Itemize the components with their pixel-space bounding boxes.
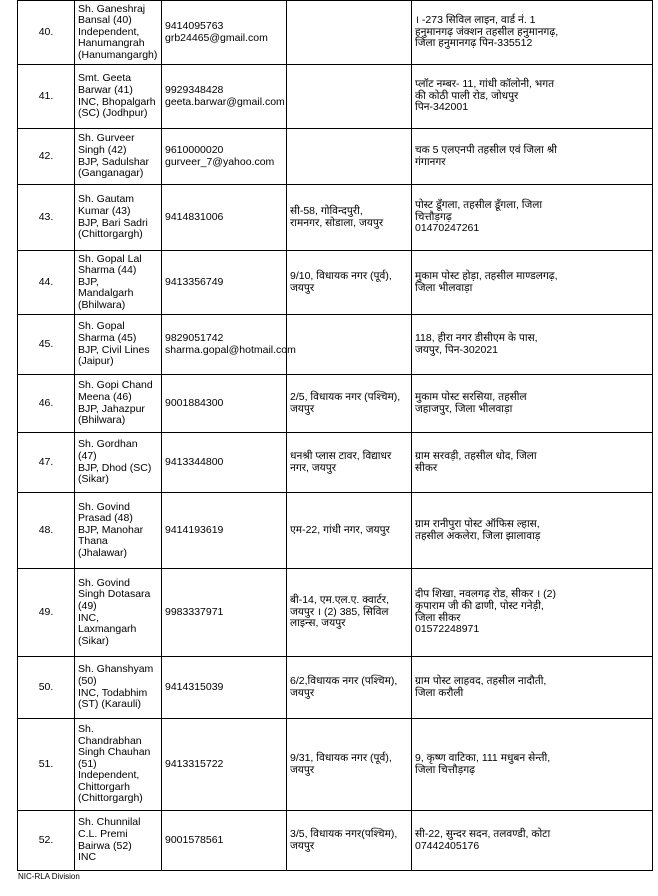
contact-cell xyxy=(162,657,287,719)
jaipur-address-cell xyxy=(287,315,412,375)
member-name-line: Sharma (45) xyxy=(78,331,137,344)
permanent-address-line: की कोठी पाली रोड, जोधपुर xyxy=(415,89,519,102)
member-name-line: Prasad (48) xyxy=(78,512,133,525)
member-name-line: (Chittorgargh) xyxy=(78,228,143,241)
jaipur-address-line: 9/10, विधायक नगर (पूर्व), xyxy=(290,269,392,282)
table-row xyxy=(18,433,653,493)
jaipur-address-line: रामनगर, सोडाला, जयपुर xyxy=(290,216,384,229)
serial-number-cell: 44. xyxy=(18,251,75,315)
member-name-line: Bansal (40) xyxy=(78,14,132,27)
contact-line[interactable]: geeta.barwar@gmail.com xyxy=(165,95,285,108)
member-name-line: (47) xyxy=(78,449,97,462)
permanent-address-line: 01572248971 xyxy=(415,623,480,636)
member-name-cell xyxy=(75,569,162,657)
jaipur-address-cell xyxy=(287,433,412,493)
permanent-address-line: ग्राम रानीपुरा पोस्ट ऑफिस ल्हास, xyxy=(415,517,540,530)
jaipur-address-line: सी-58, गोविन्दपुरी, xyxy=(290,204,363,217)
member-name-line: Singh (42) xyxy=(78,143,127,156)
serial-number-cell: 52. xyxy=(18,811,75,871)
member-name-cell xyxy=(75,433,162,493)
serial-number-cell: 49. xyxy=(18,569,75,657)
jaipur-address-cell xyxy=(287,1,412,65)
contact-line: 9413315722 xyxy=(165,757,224,770)
member-name-line: Thana xyxy=(78,535,108,548)
members-table xyxy=(17,0,653,871)
permanent-address-line: 01470247261 xyxy=(415,222,480,235)
member-name-line: BJP, Bari Sadri xyxy=(78,216,148,229)
member-name-line: (Bhilwara) xyxy=(78,298,126,311)
jaipur-address-cell xyxy=(287,657,412,719)
member-name-line: (SC) (Jodhpur) xyxy=(78,107,148,120)
contact-line: 9001884300 xyxy=(165,396,224,409)
permanent-address-line: 9, कृष्ण वाटिका, 111 मधुबन सेन्ती, xyxy=(415,751,551,764)
permanent-address-line: जिला चित्तौड़गढ़ xyxy=(415,763,476,776)
contact-cell xyxy=(162,185,287,251)
member-name-line: (Sikar) xyxy=(78,473,109,486)
member-name-line: Sh. Govind xyxy=(78,576,130,589)
member-name-cell xyxy=(75,811,162,871)
permanent-address-cell xyxy=(412,129,653,185)
member-name-line: BJP, Jahazpur xyxy=(78,402,145,415)
table-row xyxy=(18,811,653,871)
permanent-address-line: मुकाम पोस्ट होड़ा, तहसील माण्डलगढ़, xyxy=(415,269,558,282)
jaipur-address-line: जयपुर xyxy=(290,839,315,852)
permanent-address-line: गंगानगर xyxy=(415,155,446,168)
serial-number-cell: 41. xyxy=(18,65,75,129)
permanent-address-line: कृपाराम जी की ढाणी, पोस्ट गनेड़ी, xyxy=(415,599,544,612)
jaipur-address-line: जयपुर xyxy=(290,402,315,415)
contact-cell xyxy=(162,811,287,871)
permanent-address-cell xyxy=(412,657,653,719)
member-name-line: (Bhilwara) xyxy=(78,414,126,427)
member-name-line: Sh. Ganeshraj xyxy=(78,2,146,15)
jaipur-address-cell xyxy=(287,129,412,185)
contact-cell xyxy=(162,251,287,315)
permanent-address-line: जयपुर, पिन-302021 xyxy=(415,343,499,356)
member-name-cell xyxy=(75,65,162,129)
serial-number-cell: 43. xyxy=(18,185,75,251)
member-name-line: (50) xyxy=(78,674,97,687)
contact-line: 9413356749 xyxy=(165,275,224,288)
member-name-line: Sh. Gordhan xyxy=(78,438,138,451)
serial-number-cell: 40. xyxy=(18,1,75,65)
contact-line: 9610000020 xyxy=(165,143,224,156)
member-name-line: (Ganganagar) xyxy=(78,167,144,180)
jaipur-address-line: 3/5, विधायक नगर(पश्चिम), xyxy=(290,827,398,840)
contact-cell xyxy=(162,129,287,185)
member-name-line: Sharma (44) xyxy=(78,264,137,277)
table-row xyxy=(18,1,653,65)
table-row xyxy=(18,375,653,433)
permanent-address-line: तहसील अकलेरा, जिला झालावाड़ xyxy=(415,529,541,542)
permanent-address-cell xyxy=(412,251,653,315)
member-name-line: C.L. Premi xyxy=(78,827,128,840)
permanent-address-line: जिला हनुमानगढ़ पिन-335512 xyxy=(415,37,533,50)
permanent-address-cell xyxy=(412,1,653,65)
member-name-line: Sh. Gopal Lal xyxy=(78,252,142,265)
members-table-body xyxy=(18,1,653,871)
permanent-address-line: चित्तौड़गढ़ xyxy=(415,210,452,223)
member-name-line: INC, Bhopalgarh xyxy=(78,95,156,108)
serial-number-cell: 47. xyxy=(18,433,75,493)
member-name-line: Hanumangrah xyxy=(78,37,145,50)
member-name-line: Sh. Chunnilal xyxy=(78,816,141,829)
contact-line: 9413344800 xyxy=(165,455,224,468)
permanent-address-line: सीकर xyxy=(415,461,438,474)
member-name-cell xyxy=(75,129,162,185)
jaipur-address-cell xyxy=(287,719,412,811)
serial-number-cell: 45. xyxy=(18,315,75,375)
permanent-address-line: हनुमानगढ़ जंक्शन तहसील हनुमानगढ़, xyxy=(415,25,559,38)
permanent-address-cell xyxy=(412,811,653,871)
jaipur-address-line: जयपुर xyxy=(290,763,315,776)
serial-number-cell: 50. xyxy=(18,657,75,719)
member-name-line: Barwar (41) xyxy=(78,83,133,96)
permanent-address-line: जिला करौली xyxy=(415,686,464,699)
permanent-address-line: ग्राम पोस्ट लाहवद, तहसील नादौती, xyxy=(415,674,547,687)
member-name-line: Singh Chauhan xyxy=(78,746,151,759)
jaipur-address-line: लाइन्स, जयपुर xyxy=(290,617,346,630)
member-name-line: Sh. Gopal xyxy=(78,320,125,333)
contact-cell xyxy=(162,315,296,375)
permanent-address-cell xyxy=(412,65,653,129)
member-name-line: Bairwa (52) xyxy=(78,839,132,852)
member-name-line: INC, Todabhim xyxy=(78,686,148,699)
table-row xyxy=(18,569,653,657)
member-name-cell xyxy=(75,185,162,251)
contact-line: 9929348428 xyxy=(165,83,224,96)
contact-line: 9414831006 xyxy=(165,210,224,223)
serial-number-cell: 46. xyxy=(18,375,75,433)
member-name-line: Kumar (43) xyxy=(78,204,131,217)
serial-number-cell: 48. xyxy=(18,493,75,569)
permanent-address-cell xyxy=(412,315,653,375)
member-name-cell xyxy=(75,493,162,569)
permanent-address-cell xyxy=(412,433,653,493)
contact-line: 9414193619 xyxy=(165,523,224,536)
footer-text: NIC-RLA Division xyxy=(18,872,80,881)
member-name-line: Independent, xyxy=(78,769,140,782)
permanent-address-cell xyxy=(412,569,653,657)
table-row xyxy=(18,65,653,129)
permanent-address-cell xyxy=(412,493,653,569)
contact-cell xyxy=(162,433,287,493)
jaipur-address-line: जयपुर xyxy=(290,281,315,294)
member-name-line: Smt. Geeta xyxy=(78,72,132,85)
member-name-cell xyxy=(75,719,162,811)
jaipur-address-line: बी-14, एम.एल.ए. क्वार्टर, xyxy=(290,594,389,607)
table-row xyxy=(18,315,653,375)
member-name-line: BJP, Manohar xyxy=(78,523,144,536)
member-name-line: INC xyxy=(78,851,97,864)
jaipur-address-line: नगर, जयपुर xyxy=(290,461,337,474)
member-name-line: (Jhalawar) xyxy=(78,546,128,559)
jaipur-address-cell xyxy=(287,251,412,315)
member-name-line: INC, xyxy=(78,611,99,624)
contact-line[interactable]: gurveer_7@yahoo.com xyxy=(165,155,275,168)
jaipur-address-line: जयपुर xyxy=(290,686,315,699)
member-name-line: Chittorgarh xyxy=(78,780,130,793)
table-row xyxy=(18,493,653,569)
contact-cell xyxy=(162,1,287,65)
member-name-line: (Chittorgargh) xyxy=(78,792,143,805)
permanent-address-line: पोस्ट डूँगला, तहसील डूँगला, जिला xyxy=(415,199,543,212)
jaipur-address-cell xyxy=(287,185,412,251)
table-row xyxy=(18,719,653,811)
member-name-cell xyxy=(75,315,162,375)
member-name-line: Mandalgarh xyxy=(78,287,134,300)
jaipur-address-cell xyxy=(287,569,412,657)
member-name-line: (Hanumangargh) xyxy=(78,48,158,61)
contact-line: 9001578561 xyxy=(165,833,224,846)
member-name-cell xyxy=(75,657,162,719)
member-name-cell xyxy=(75,375,162,433)
jaipur-address-line: धनश्री प्लास टावर, विद्याधर xyxy=(290,449,392,462)
contact-cell xyxy=(162,493,287,569)
contact-line: 9414315039 xyxy=(165,680,224,693)
jaipur-address-line: 2/5, विधायक नगर (पश्चिम), xyxy=(290,390,401,403)
permanent-address-cell xyxy=(412,185,653,251)
jaipur-address-line: एम-22, गांधी नगर, जयपुर xyxy=(290,523,390,536)
permanent-address-line: पिन-342001 xyxy=(415,101,469,114)
member-name-line: (Sikar) xyxy=(78,634,109,647)
permanent-address-line: सी-22, सुन्दर सदन, तलवण्डी, कोटा xyxy=(415,827,551,840)
permanent-address-line: ग्राम सरवड़ी, तहसील धोद, जिला xyxy=(415,449,537,462)
member-name-line: BJP, Sadulshar xyxy=(78,155,150,168)
member-name-line: Sh. xyxy=(78,722,94,735)
member-name-line: Sh. Gopi Chand xyxy=(78,379,153,392)
member-name-line: (Jaipur) xyxy=(78,355,114,368)
jaipur-address-cell xyxy=(287,65,412,129)
permanent-address-line: प्लॉट नम्बर- 11, गांधी कॉलोनी, भगत xyxy=(415,78,555,91)
contact-line: 9414095763 xyxy=(165,19,224,32)
contact-line[interactable]: sharma.gopal@hotmail.com xyxy=(165,343,296,356)
member-name-line: BJP, Civil Lines xyxy=(78,343,150,356)
member-name-line: Independent, xyxy=(78,25,140,38)
permanent-address-line: चक 5 एलएनपी तहसील एवं जिला श्री xyxy=(415,143,557,156)
serial-number-cell: 42. xyxy=(18,129,75,185)
permanent-address-line: जिला सीकर xyxy=(415,611,461,624)
permanent-address-line: । -273 सिविल लाइन, वार्ड नं. 1 xyxy=(415,14,536,27)
jaipur-address-line: जयपुर । (2) 385, सिविल xyxy=(290,605,389,618)
contact-cell xyxy=(162,719,287,811)
table-row xyxy=(18,251,653,315)
member-name-line: BJP, Dhod (SC) xyxy=(78,461,152,474)
permanent-address-line: मुकाम पोस्ट सरसिया, तहसील xyxy=(415,390,527,403)
member-name-line: Sh. Gurveer xyxy=(78,132,135,145)
member-name-line: Sh. Gautam xyxy=(78,193,135,206)
permanent-address-line: जहाजपुर, जिला भीलवाड़ा xyxy=(415,402,513,415)
member-name-line: Sh. Ghanshyam xyxy=(78,663,154,676)
contact-line: 9829051742 xyxy=(165,331,224,344)
jaipur-address-cell xyxy=(287,493,412,569)
jaipur-address-cell xyxy=(287,811,412,871)
member-name-cell xyxy=(75,251,162,315)
jaipur-address-line: 9/31, विधायक नगर (पूर्व), xyxy=(290,751,392,764)
member-name-line: (49) xyxy=(78,599,97,612)
permanent-address-line: दीप शिखा, नवलगढ़ रोड, सीकर । (2) xyxy=(415,588,556,601)
table-row xyxy=(18,657,653,719)
member-name-cell xyxy=(75,1,162,65)
member-name-line: Chandrabhan xyxy=(78,734,142,747)
contact-cell xyxy=(162,569,287,657)
permanent-address-cell xyxy=(412,375,653,433)
permanent-address-line: 118, हीरा नगर डीसीएम के पास, xyxy=(415,331,538,344)
contact-line: 9983337971 xyxy=(165,605,224,618)
member-name-line: Meena (46) xyxy=(78,390,132,403)
permanent-address-line: जिला भीलवाड़ा xyxy=(415,281,473,294)
member-name-line: Sh. Govind xyxy=(78,500,130,513)
member-name-line: BJP, xyxy=(78,275,99,288)
member-name-line: Singh Dotasara xyxy=(78,588,151,601)
contact-cell xyxy=(162,65,287,129)
member-name-line: (51) xyxy=(78,757,97,770)
contact-line[interactable]: grb24465@gmail.com xyxy=(165,31,268,44)
table-row xyxy=(18,185,653,251)
member-name-line: (ST) (Karauli) xyxy=(78,698,142,711)
jaipur-address-cell xyxy=(287,375,412,433)
jaipur-address-line: 6/2,विधायक नगर (पश्चिम), xyxy=(290,674,398,687)
table-row xyxy=(18,129,653,185)
permanent-address-cell xyxy=(412,719,653,811)
permanent-address-line: 07442405176 xyxy=(415,839,480,852)
contact-cell xyxy=(162,375,287,433)
serial-number-cell: 51. xyxy=(18,719,75,811)
member-name-line: Laxmangarh xyxy=(78,623,137,636)
